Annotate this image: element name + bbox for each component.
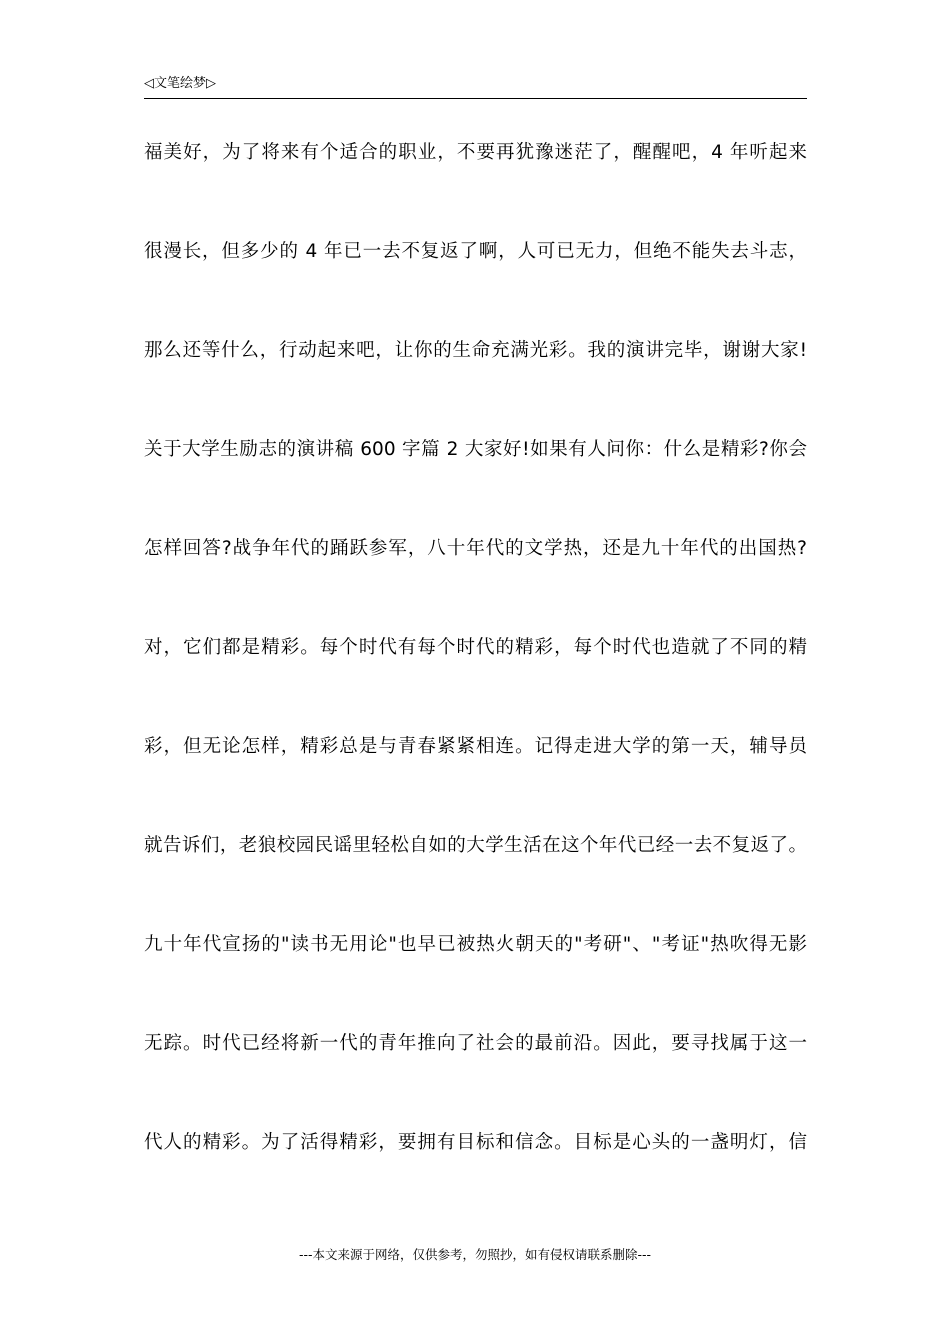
text-line: 就告诉们，老狼校园民谣里轻松自如的大学生活在这个年代已经一去不复返了。	[144, 835, 807, 856]
text-line: 关于大学生励志的演讲稿 600 字篇 2 大家好!如果有人问你：什么是精彩?你会	[144, 439, 807, 460]
text-line: 代人的精彩。为了活得精彩，要拥有目标和信念。目标是心头的一盏明灯，信	[144, 1132, 807, 1153]
document-body	[144, 103, 807, 1192]
header-title: ◁文笔绘梦▷	[144, 76, 216, 91]
text-line: 怎样回答?战争年代的踊跃参军，八十年代的文学热，还是九十年代的出国热?	[144, 538, 807, 559]
text-line: 无踪。时代已经将新一代的青年推向了社会的最前沿。因此，要寻找属于这一	[144, 1033, 807, 1054]
text-line: 对，它们都是精彩。每个时代有每个时代的精彩，每个时代也造就了不同的精	[144, 637, 807, 658]
page-header	[144, 72, 807, 99]
text-line: 那么还等什么，行动起来吧，让你的生命充满光彩。我的演讲完毕，谢谢大家!	[144, 340, 807, 361]
page-footer: ---本文来源于网络，仅供参考，勿照抄，如有侵权请联系删除---	[298, 1247, 652, 1262]
text-line: 九十年代宣扬的"读书无用论"也早已被热火朝天的"考研"、"考证"热吹得无影	[144, 934, 807, 955]
text-line: 彩，但无论怎样，精彩总是与青春紧紧相连。记得走进大学的第一天，辅导员	[144, 736, 807, 757]
text-line: 福美好，为了将来有个适合的职业，不要再犹豫迷茫了，醒醒吧，4 年听起来	[144, 142, 807, 163]
text-line: 很漫长，但多少的 4 年已一去不复返了啊，人可已无力，但绝不能失去斗志，	[144, 241, 807, 262]
